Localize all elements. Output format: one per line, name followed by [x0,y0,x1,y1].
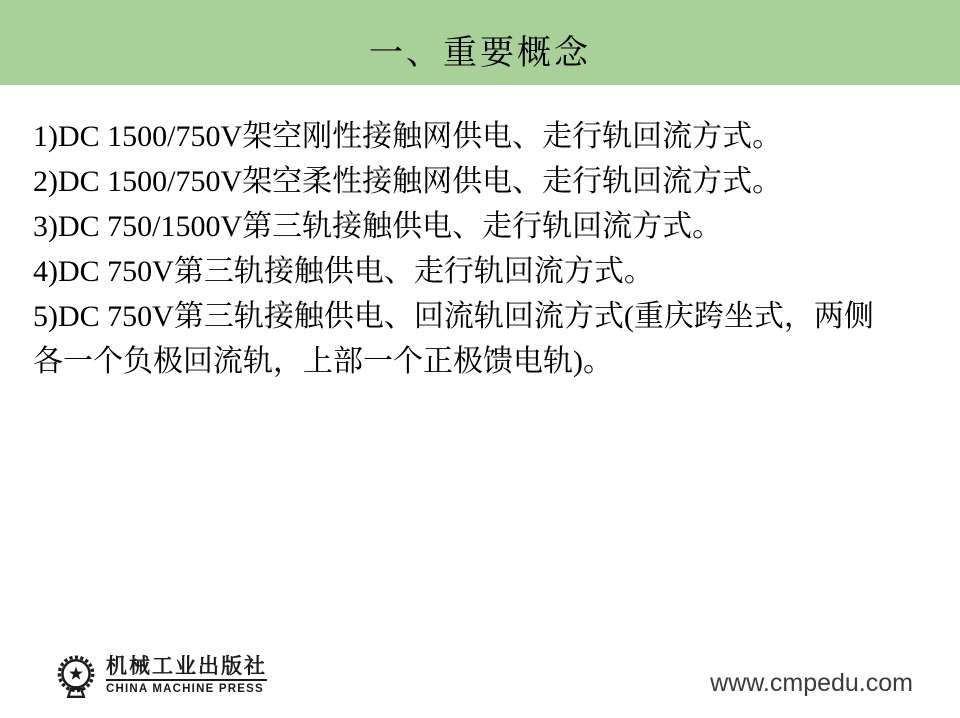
body-line-6: 各一个负极回流轨，上部一个正极馈电轨)。 [33,345,613,378]
body-line-3: 3)DC 750/1500V第三轨接触供电、走行轨回流方式。 [33,210,723,243]
slide-header [0,0,960,85]
body-line-1: 1)DC 1500/750V架空刚性接触网供电、走行轨回流方式。 [33,120,783,153]
publisher-logo [53,653,267,701]
body-line-4: 4)DC 750V第三轨接触供电、走行轨回流方式。 [33,255,654,288]
publisher-name-en: CHINA MACHINE PRESS [106,683,264,696]
publisher-website: www.cmpedu.com [710,669,913,697]
body-line-2: 2)DC 1500/750V架空柔性接触网供电、走行轨回流方式。 [33,165,783,198]
publisher-logo-text [106,653,267,695]
slide-title: 一、重要概念 [369,35,591,72]
body-line-5: 5)DC 750V第三轨接触供电、回流轨回流方式(重庆跨坐式，两侧 [33,300,874,333]
gear-star-press-icon [53,653,99,701]
slide-body [33,114,933,384]
publisher-name-cn: 机械工业出版社 [106,656,267,681]
